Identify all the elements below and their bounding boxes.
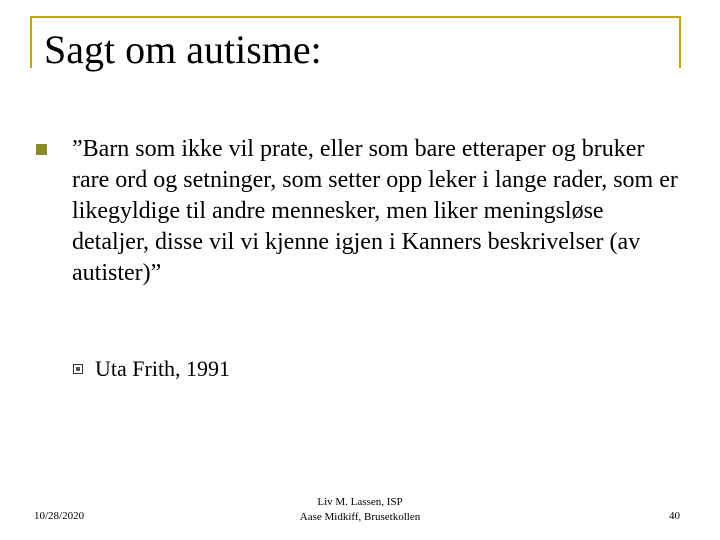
footer-authors xyxy=(260,495,460,525)
title-frame-top-line xyxy=(30,16,681,18)
title-frame-left-line xyxy=(30,16,32,68)
square-bullet-icon xyxy=(36,144,47,155)
footer-date: 10/28/2020 xyxy=(34,510,85,522)
title-frame-right-line xyxy=(679,16,681,68)
quote-attribution: Uta Frith, 1991 xyxy=(95,356,231,381)
footer-author-line-2: Aase Midkiff, Brusetkollen xyxy=(299,511,421,523)
quote-text: ”Barn som ikke vil prate, eller som bare etteraper og bruker rare ord og setninger, som setter opp leker i lange rader, som er likegyldige til andre mennesker, men liker meningsløse detaljer, disse vil vi kjenne igjen i Kanners beskrivelser (av autister)” xyxy=(72,136,678,286)
hollow-square-bullet-icon xyxy=(73,364,83,374)
footer-author-line-1: Liv M. Lassen, ISP xyxy=(317,496,403,508)
page-number: 40 xyxy=(669,510,680,522)
slide-title: Sagt om autisme: xyxy=(44,27,322,72)
